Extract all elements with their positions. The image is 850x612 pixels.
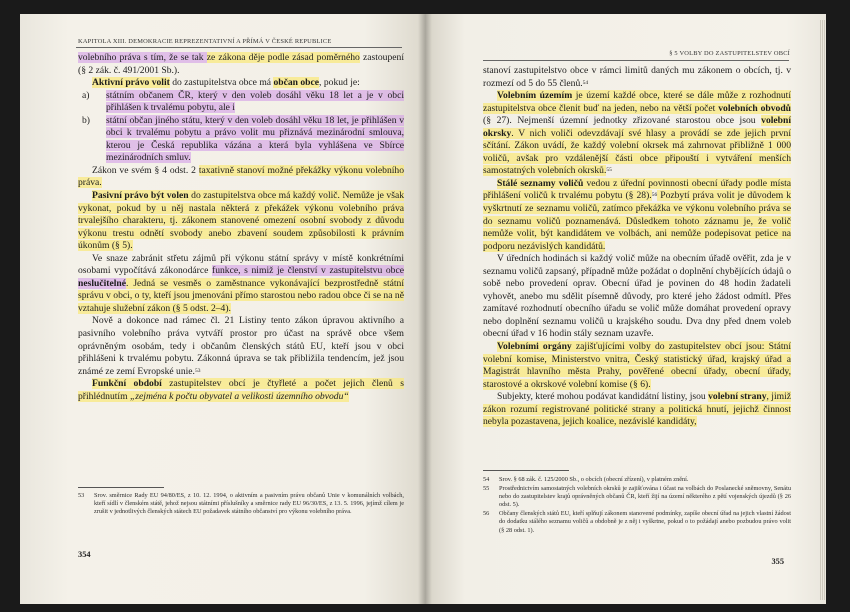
paragraph-text: zastoupení (§ 2 zák. č. 491/2001 Sb.). bbox=[78, 52, 404, 76]
eligibility-list bbox=[78, 90, 404, 165]
list-item-text: státním občanem ČR, který v den voleb dosáhl věku 18 let a je v obci přihlášen k trvalému pobytu, ale i bbox=[106, 89, 404, 114]
footnote-text: Srov. § 68 zák. č. 125/2000 Sb., o obcích (obecní zřízení), v platném znění. bbox=[499, 476, 689, 483]
term-bold: Stálé seznamy voličů bbox=[497, 177, 584, 189]
footnote-text: Prostřednictvím samostatných volebních okrsků je zajišťována i účast na volbách do Poslanecké sněmovny, Senátu nebo do zastupitelstev krajů oprávněných občanů ČR, kteří žijí na území některého z pětí vojenských újezdů (§ 26 odst. 5). bbox=[499, 485, 791, 509]
footnote-rule-left bbox=[78, 487, 164, 488]
footnote-ref: 54 bbox=[582, 79, 589, 86]
right-page bbox=[425, 14, 826, 604]
footnote-ref: 53 bbox=[194, 367, 201, 374]
term-bold: Volebním územím bbox=[497, 90, 573, 102]
highlighted-text: . Jedná se vesměs o zaměstnance vykonávající bezprostředně státní správu v obci, o ty, kteří jsou jmenováni přímo starostou nebo radou obce či se na ně vztahuje služební zákon (§ 5 odst. 2–4). bbox=[78, 277, 404, 314]
term-bold: volebních obvodů bbox=[718, 102, 791, 114]
paragraph-text: , pokud je: bbox=[319, 77, 360, 89]
highlighted-text: je území každé obce, které se dále může z rozhodnutí zastupitelstva obce členit buď na jeden, nebo na větší počet bbox=[483, 90, 792, 114]
page-number-right: 355 bbox=[771, 557, 784, 566]
highlighted-text: funkce, s nimiž je členství v zastupitelstvu obce bbox=[212, 265, 404, 277]
paragraph-text: stanoví zastupitelstvo obce v rámci limitů daných mu zákonem o obcích, tj. v rozmezí od 5 do 55 členů. bbox=[483, 65, 791, 89]
list-item bbox=[78, 115, 404, 165]
footnote-ref: 55 bbox=[606, 167, 612, 174]
running-head-right: § 5 VOLBY DO ZASTUPITELSTEV OBCÍ bbox=[669, 50, 790, 57]
term-bold: Funkční období bbox=[92, 378, 162, 390]
list-marker: a) bbox=[82, 89, 90, 101]
paragraph-text: Zákon ve svém § 4 odst. 2 bbox=[92, 164, 199, 176]
footnotes-right bbox=[483, 476, 791, 536]
footnote-number: 54 bbox=[483, 476, 490, 483]
term-bold: Aktivní právo volit bbox=[92, 77, 170, 89]
paragraph-obstacles bbox=[78, 165, 404, 190]
highlighted-text: do zastupitelstva obce má každý volič. Nemůže je však vykonat, pokud by u něj nastala některá z překážek výkonu volebního práva trvalejšího charakteru, tj. zákonem stanovené omezení osobní svobody z důvodu výkonu trestu odnětí svobody anebo zbavení soudem způsobilosti k právním úkonům (§ 5). bbox=[78, 190, 405, 252]
paragraph-members bbox=[483, 65, 791, 90]
footnote bbox=[483, 510, 791, 534]
paragraph-passive-right bbox=[78, 190, 404, 253]
footnote bbox=[78, 492, 404, 516]
footnotes-left bbox=[78, 492, 404, 517]
footnote-number: 55 bbox=[483, 485, 490, 493]
list-marker: b) bbox=[82, 114, 90, 126]
footnote-number: 53 bbox=[78, 492, 85, 499]
paragraph-text: Nově a dokonce nad rámec čl. 21 Listiny tento zákon úpravou aktivního a pasivního volebního práva vytváří prostor pro účast na správě obce všem oprávněným osobám, tedy i občanům členských států EU, kteří jsou v obci přihlášeni k trvalému pobytu. Zákonná úprava se tak přibližila tendencím, jež jsou známé ze zemí Evropské unie. bbox=[78, 315, 404, 377]
term-bold: občan obce bbox=[273, 77, 320, 89]
term-bold: Pasivní právo být volen bbox=[92, 190, 189, 202]
highlighted-text: vedou z úřední povinnosti obecní úřady podle místa přihlášení voličů k trvalému pobytu (§ 28). bbox=[483, 177, 791, 202]
header-rule-left bbox=[76, 47, 402, 48]
term-bold: neslučitelné bbox=[78, 277, 126, 289]
term-bold: volební strany bbox=[708, 391, 767, 403]
list-item-text: státní občan jiného státu, který v den voleb dosáhl věku 18 let, je přihlášen v obci k trvalému pobytu a právo volit mu přiznává mezinárodní smlouva, kterou je Česká republika vázána a která byla vyhlášena ve Sbírce mezinárodních smluv. bbox=[106, 114, 404, 164]
highlighted-text: taxativně stanoví možné překážky výkonu volebního práva. bbox=[78, 164, 405, 189]
footnote-text: Občany členských států EU, kteří splňují zákonem stanovené podmínky, zapíše obecní úřad na jejich vlastní žádost do dodatku stálého seznamu voličů a obdobně je z něj i vyškrtne, pokud o to požádají anebo pozbudou právo volit (§ 28 odst. 1). bbox=[499, 510, 791, 534]
page-edges bbox=[820, 20, 826, 600]
paragraph-territory bbox=[483, 90, 791, 178]
paragraph-term bbox=[78, 378, 404, 403]
paragraph-active-right bbox=[78, 77, 404, 90]
footnote-number: 56 bbox=[483, 510, 490, 518]
term-bold: volební okrsky bbox=[483, 115, 791, 139]
footnote-ref: 56 bbox=[651, 192, 658, 199]
highlighted-text: . V nich voliči odevzdávají své hlasy a provádí se zde jejich první sčítání. Zákon uvádí, že každý volební okrsek má zahrnovat přibližně 1 000 voličů, avšak pro vzdálenější části obce připouští i vytváření menších samostatných volebních okrsků. bbox=[483, 127, 791, 177]
paragraph-text: (§ 27). Nejmenší územní jednotky zřizované starostou obce jsou bbox=[483, 115, 762, 127]
paragraph-text: do zastupitelstva obce má bbox=[169, 77, 274, 89]
paragraph-incompatibility bbox=[78, 253, 404, 316]
footnote bbox=[483, 485, 791, 509]
footnote-rule-right bbox=[483, 470, 569, 471]
term-bold: Volebními orgány bbox=[497, 341, 572, 353]
paragraph-parties bbox=[483, 391, 791, 429]
highlighted-text: , jimiž zákon rozumí registrované politické strany a politická hnutí, jejichž činnost nebyla pozastavena, jejich koalice, nezávislé kandidáty, bbox=[483, 391, 792, 428]
book-gutter bbox=[418, 14, 432, 604]
paragraph-text: V úředních hodinách si každý volič může na obecním úřadě ověřit, zda je v seznamu voličů zapsaný, případně může požádat o doplnění chybějících údajů o sobě nebo provedení oprav. Obecní úřad je povinen do 48 hodin žadateli vyhovět, anebo mu sdělit písemně důvody, pro které jeho žádost odmítl. Přes zamítavé rozhodnutí obecního úřadu se volič může domáhat provedení opravy nebo doplnění seznamu voličů u krajského soudu. Dva dny před dnem voleb obecní úřad v 16 hodin stály seznam uzavře. bbox=[483, 253, 791, 340]
left-page bbox=[20, 14, 425, 604]
page-number-left: 354 bbox=[78, 550, 91, 559]
highlighted-text: Pozbytí práva volit je důvodem k vyškrtnutí ze seznamu voličů, zatímco překážka ve výkonu volebního práva se do seznamu voličů poznamenává. Důsledkem tohoto záznamu je, že volič nemůže volit, být kandidátem ve volbách, ani nemůže podepisovat petice na podporu nezávislých kandidátů. bbox=[483, 190, 791, 252]
highlighted-text: zastupitelstev obcí je čtyřleté a počet jejich členů s přihlédnutím bbox=[78, 378, 404, 402]
right-page-body bbox=[483, 65, 791, 429]
paragraph-voter-lists bbox=[483, 178, 791, 253]
footnote bbox=[483, 476, 791, 484]
header-rule-right bbox=[483, 60, 789, 61]
paragraph-verification bbox=[483, 253, 791, 341]
paragraph-electoral-system bbox=[78, 52, 404, 77]
paragraph-eu-citizens bbox=[78, 315, 404, 378]
footnote-text: Srov. směrnice Rady EU 94/80/ES, z 10. 12. 1994, o aktivním a pasivním právu občanů Unie v komunálních volbách, kteří sídlí v členském státě, jehož nejsou státními příslušníky a směrnice rady EU 96/30/ES, z 13. 5. 1996, jejímž cílem je zrušit v jednotlivých členských státech EU požadavek státního občanství pro výkonu volebního práva. bbox=[94, 492, 404, 516]
highlighted-text: zajišťujícími volby do zastupitelstev obcí jsou: Státní volební komise, Ministerstvo vnitra, Český statistický úřad, krajský úřad a Magistrát hlavního města Prahy, pověřené obecní úřady, obecní úřady, starostové a okrskové volební komise (§ 6). bbox=[483, 341, 791, 390]
quoted-text: „zejména k počtu obyvatel a velikosti územního obvodu“ bbox=[129, 390, 349, 402]
list-item bbox=[78, 90, 404, 115]
open-book bbox=[20, 14, 826, 604]
highlighted-text: ze zákona děje podle zásad poměrného bbox=[206, 52, 360, 63]
paragraph-text: Subjekty, které mohou podávat kandidátní listiny, jsou bbox=[497, 391, 709, 403]
highlighted-text: volebního práva s tím, že se tak bbox=[78, 52, 207, 63]
left-page-body bbox=[78, 52, 404, 403]
paragraph-electoral-bodies bbox=[483, 341, 791, 391]
running-head-left: KAPITOLA XIII. DEMOKRACIE REPREZENTATIVNÍ A PŘÍMÁ V ČESKÉ REPUBLICE bbox=[78, 38, 332, 45]
paragraph-text: Ve snaze zabránit střetu zájmů při výkonu státní správy v místě konkrétními osobami vypočítává zákonodárce bbox=[78, 252, 404, 277]
